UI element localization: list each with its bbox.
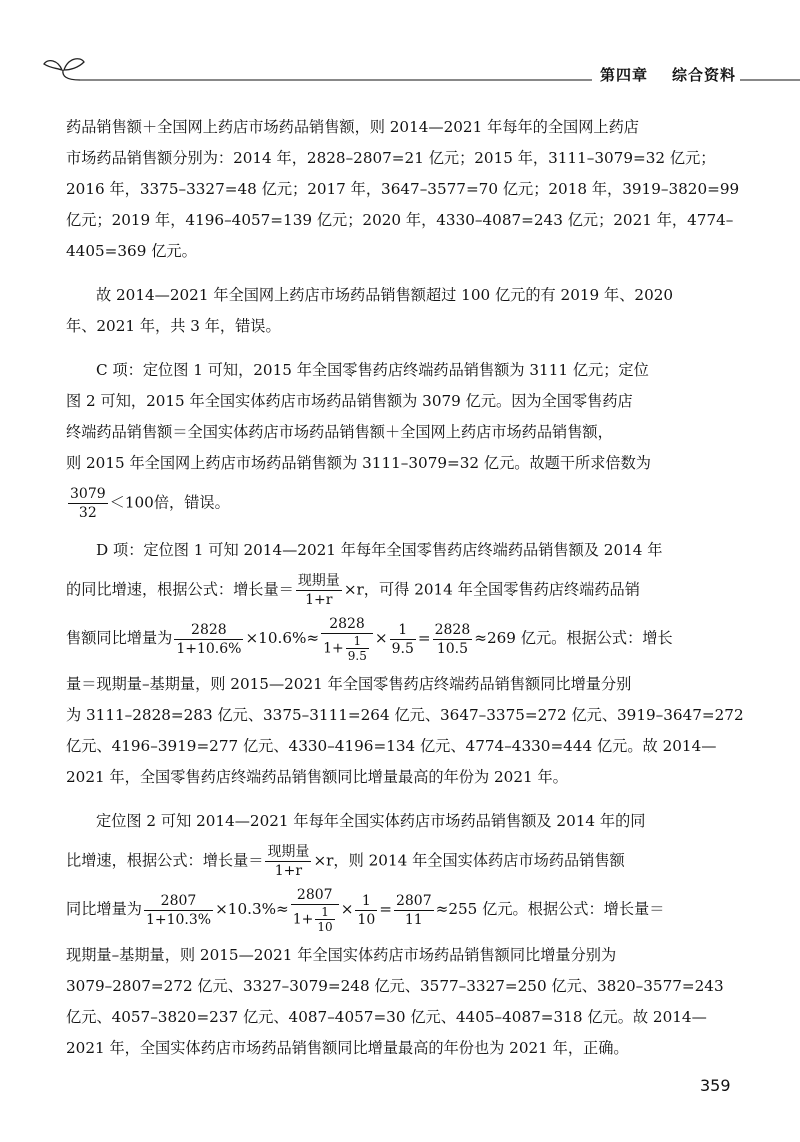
text-line: 定位图 2 可知 2014—2021 年每年全国实体药店市场药品销售额及 2014 年的同	[96, 812, 646, 830]
text-line: 则 2015 年全国网上药店市场药品销售额为 3111–3079=32 亿元。故题干所求倍数为	[66, 454, 651, 472]
text-line: 同比增量为 $\frac{2807}{1+10.3\%}$ ×10.3%≈ 2807 1+ $\frac{1}{10}$ × $\frac{1}{10}$ = $\frac{2807}{11}$ ≈255 亿元。根据公式：增长量＝	[66, 887, 665, 934]
paragraph-2	[66, 280, 674, 342]
fraction: $\frac{\text{现期量}}{1+r}$	[267, 844, 310, 879]
fraction: $\frac{2828}{10.5}$	[434, 621, 471, 657]
fraction: 2828 1+ $\frac{1}{9.5}$	[321, 615, 373, 663]
fraction: 2807 1+ $\frac{1}{10}$	[291, 886, 339, 934]
text-line: 亿元、4196–3919=277 亿元、4330–4196=134 亿元、4774–4330=444 亿元。故 2014—	[66, 737, 717, 755]
page-number: 359	[700, 1076, 731, 1095]
fraction: $\frac{3079}{32}$	[70, 486, 106, 521]
text-line: 亿元、4057–3820=237 亿元、4087–4057=30 亿元、4405–4087=318 亿元。故 2014—	[66, 1008, 707, 1026]
fraction: $\frac{2828}{1+10.6\%}$	[176, 621, 242, 657]
text-line: 亿元；2019 年，4196–4057=139 亿元；2020 年，4330–4087=243 亿元；2021 年，4774–	[66, 211, 734, 229]
text-line: D 项：定位图 1 可知 2014—2021 年每年全国零售药店终端药品销售额及 2014 年	[96, 541, 663, 559]
text-line: 图 2 可知，2015 年全国实体药店市场药品销售额为 3079 亿元。因为全国零售药店	[66, 392, 633, 410]
sprout-icon	[44, 59, 84, 80]
fraction: $\frac{1}{9.5}$	[391, 621, 414, 657]
page-header	[0, 0, 800, 100]
text-line: 4405=369 亿元。	[66, 242, 197, 260]
text-line: 2021 年，全国零售药店终端药品销售额同比增量最高的年份为 2021 年。	[66, 768, 568, 786]
text-line: 3079–2807=272 亿元、3327–3079=248 亿元、3577–3327=250 亿元、3820–3577=243	[66, 977, 724, 995]
text-line: 现期量–基期量，则 2015—2021 年全国实体药店市场药品销售额同比增量分别为	[66, 946, 617, 964]
paragraph-3	[66, 355, 666, 522]
section-label: 综合资料	[672, 66, 737, 84]
fraction: $\frac{2807}{1+10.3\%}$	[145, 892, 212, 928]
text-line: 年、2021 年，共 3 年，错误。	[66, 317, 281, 335]
fraction: $\frac{1}{9.5}$	[347, 634, 367, 663]
fraction: $\frac{2807}{11}$	[395, 892, 432, 928]
text-line: 为 3111–2828=283 亿元、3375–3111=264 亿元、3647–3375=272 亿元、3919–3647=272	[66, 706, 744, 724]
text-line: 的同比增速，根据公式：增长量＝ $\frac{\text{现期量}}{1+r}$ ×r，可得 2014 年全国零售药店终端药品销	[66, 573, 640, 608]
text-line: 终端药品销售额＝全国实体药店市场药品销售额＋全国网上药店市场药品销售额，	[66, 423, 613, 441]
text-line: $\frac{3079}{32}$ ＜100倍，错误。	[70, 486, 230, 521]
text-line: 量＝现期量–基期量，则 2015—2021 年全国零售药店终端药品销售额同比增量分别	[66, 675, 632, 693]
text-line: 2021 年，全国实体药店市场药品销售额同比增量最高的年份也为 2021 年，正确。	[66, 1039, 629, 1057]
chapter-label: 第四章	[600, 66, 649, 84]
fraction: $\frac{1}{10}$	[317, 905, 333, 934]
text-line: C 项：定位图 1 可知，2015 年全国零售药店终端药品销售额为 3111 亿元；定位	[96, 361, 649, 379]
page-body	[66, 112, 744, 1077]
text-line: 比增速，根据公式：增长量＝ $\frac{\text{现期量}}{1+r}$ ×r，则 2014 年全国实体药店市场药品销售额	[66, 844, 625, 879]
text-line: 药品销售额＋全国网上药店市场药品销售额，则 2014—2021 年每年的全国网上药店	[66, 118, 639, 136]
paragraph-1	[66, 112, 740, 267]
paragraph-5	[66, 806, 724, 1064]
paragraph-4	[66, 535, 744, 793]
text-line: 市场药品销售额分别为：2014 年，2828–2807=21 亿元；2015 年，3111–3079=32 亿元；	[66, 149, 716, 167]
text-line: 故 2014—2021 年全国网上药店市场药品销售额超过 100 亿元的有 2019 年、2020	[96, 286, 674, 304]
text-line: 2016 年，3375–3327=48 亿元；2017 年，3647–3577=70 亿元；2018 年，3919–3820=99	[66, 180, 740, 198]
fraction: $\frac{\text{现期量}}{1+r}$	[297, 573, 340, 608]
fraction: $\frac{1}{10}$	[357, 892, 376, 928]
header-rule	[0, 0, 800, 100]
text-line: 售额同比增量为 $\frac{2828}{1+10.6\%}$ ×10.6%≈ 2828 1+ $\frac{1}{9.5}$ × $\frac{1}{9.5}$ = $\frac{2828}{10.5}$ ≈269 亿元。根据公式：增长	[66, 616, 673, 663]
